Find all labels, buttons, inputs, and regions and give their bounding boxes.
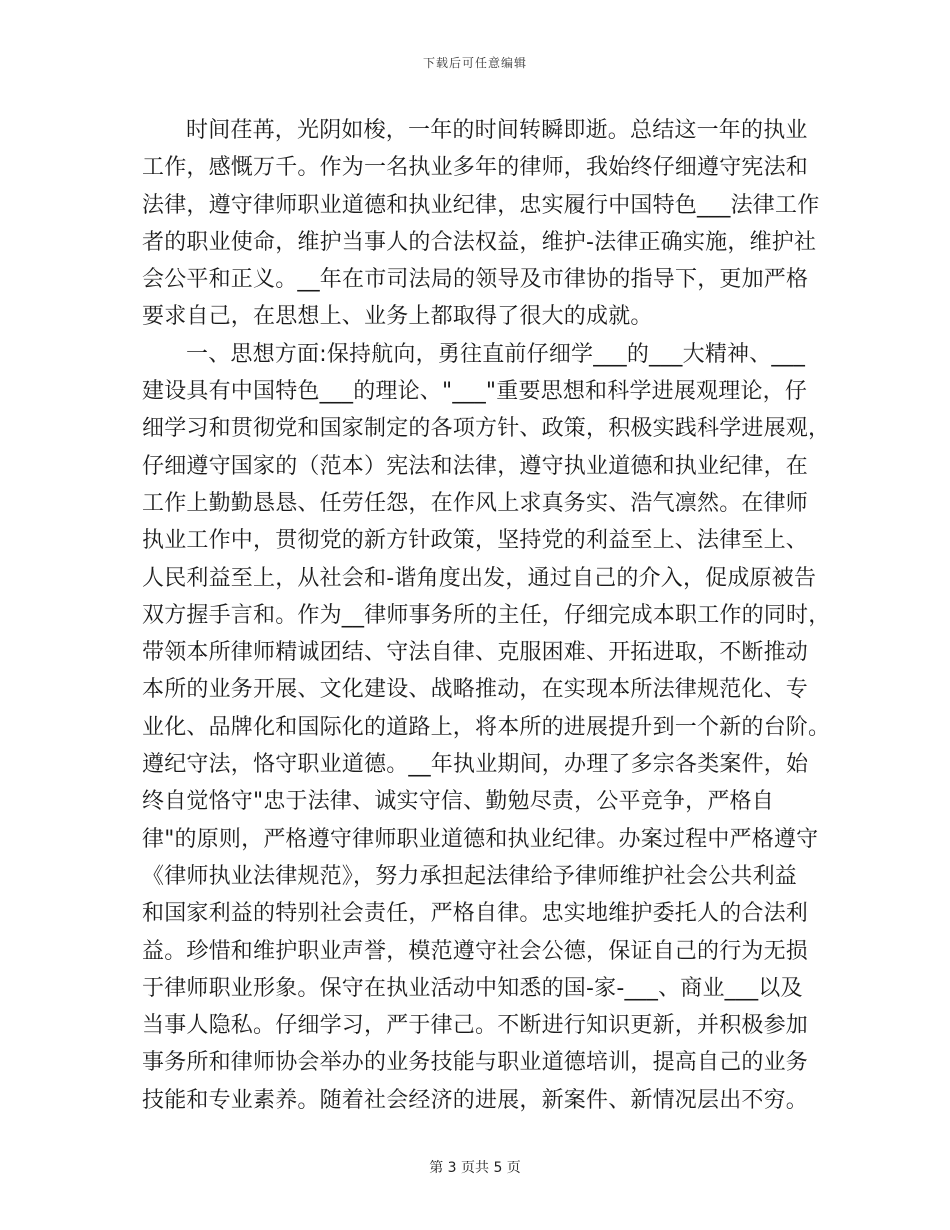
text-line: 仔细遵守国家的（范本）宪法和法律，遵守执业道德和执业纪律，在 <box>142 453 809 479</box>
text-line: 事务所和律师协会举办的业务技能与职业道德培训，提高自己的业务 <box>142 1050 809 1076</box>
text-line: 本所的业务开展、文化建设、战略推动，在实现本所法律规范化、专 <box>142 677 809 703</box>
text-line: 细学习和贯彻党和国家制定的各项方针、政策，积极实践科学进展观， <box>142 416 831 442</box>
text-line: 建设具有中国特色___的理论、"___"重要思想和科学进展观理论，仔 <box>142 379 808 405</box>
text-line: 业化、品牌化和国际化的道路上，将本所的进展提升到一个新的台阶。 <box>142 714 831 740</box>
text-line: 益。珍惜和维护职业声誉，模范遵守社会公德，保证自己的行为无损 <box>142 938 809 964</box>
text-line: 要求自己，在思想上、业务上都取得了很大的成就。 <box>142 304 653 330</box>
text-line: 工作上勤勤恳恳、任劳任怨，在作风上求真务实、浩气凛然。在律师 <box>142 490 809 516</box>
text-line: 工作，感慨万千。作为一名执业多年的律师，我始终仔细遵守宪法和 <box>142 155 809 181</box>
text-line: 法律，遵守律师职业道德和执业纪律，忠实履行中国特色___法律工作 <box>142 192 820 218</box>
text-line: 《律师执业法律规范》，努力承担起法律给予律师维护社会公共利益 <box>142 863 798 889</box>
text-line: 一、思想方面:保持航向，勇往直前仔细学___的___大精神、___ <box>186 341 806 367</box>
page-header: 下载后可任意编辑 <box>422 56 527 70</box>
text-line: 人民利益至上，从社会和-谐角度出发，通过自己的介入，促成原被告 <box>142 565 817 591</box>
text-line: 终自觉恪守"忠于法律、诚实守信、勤勉尽责，公平竞争，严格自 <box>142 789 774 815</box>
text-line: 双方握手言和。作为__律师事务所的主任，仔细完成本职工作的同时， <box>142 602 831 628</box>
text-line: 和国家利益的特别社会责任，严格自律。忠实地维护委托人的合法利 <box>142 901 809 927</box>
text-line: 时间荏苒，光阴如梭，一年的时间转瞬即逝。总结这一年的执业 <box>186 118 808 143</box>
text-line: 执业工作中，贯彻党的新方针政策，坚持党的利益至上、法律至上、 <box>142 528 809 554</box>
text-line: 者的职业使命，维护当事人的合法权益，维护-法律正确实施，维护社 <box>142 229 817 255</box>
page-footer: 第 3 页共 5 页 <box>429 1160 521 1176</box>
text-line: 于律师职业形象。保守在执业活动中知悉的国-家-___、商业___以及 <box>142 975 803 1001</box>
text-line: 带领本所律师精诚团结、守法自律、克服困难、开拓进取，不断推动 <box>142 640 809 666</box>
text-line: 会公平和正义。__年在市司法局的领导及市律协的指导下，更加严格 <box>142 267 809 293</box>
text-line: 律"的原则，严格遵守律师职业道德和执业纪律。办案过程中严格遵守 <box>142 826 819 852</box>
text-line: 遵纪守法，恪守职业道德。__年执业期间，办理了多宗各类案件，始 <box>142 752 809 778</box>
document-body <box>142 112 831 1119</box>
text-line: 技能和专业素养。随着社会经济的进展，新案件、新情况层出不穷。 <box>142 1087 809 1113</box>
text-line: 当事人隐私。仔细学习，严于律己。不断进行知识更新，并积极参加 <box>142 1013 809 1039</box>
